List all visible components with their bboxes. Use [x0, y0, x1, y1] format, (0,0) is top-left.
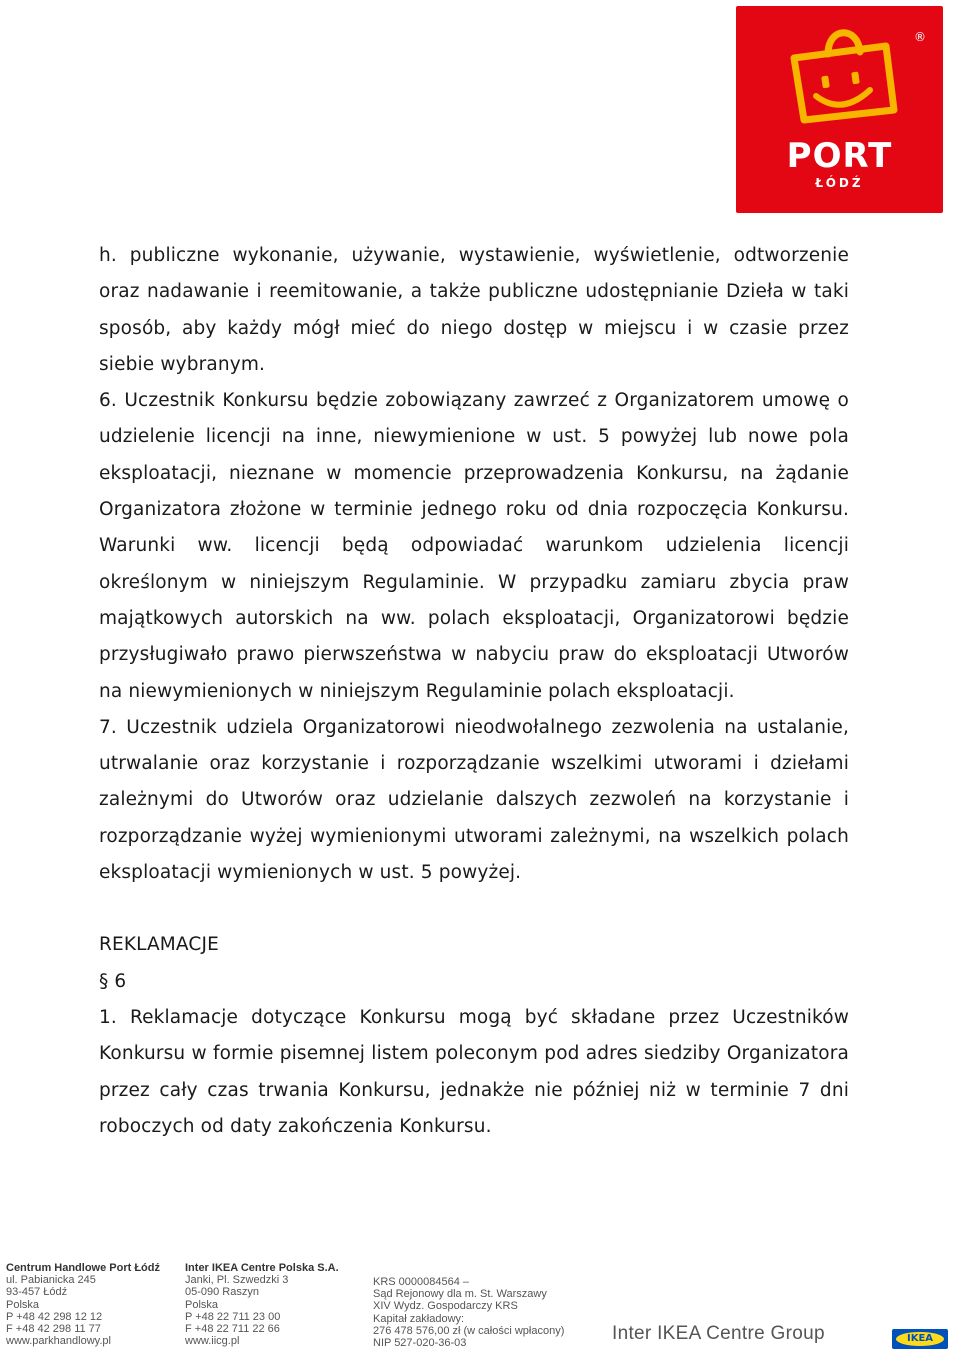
- footer: [6, 1262, 954, 1352]
- footer-postal: 93-457 Łódź: [6, 1286, 68, 1299]
- footer-court: Sąd Rejonowy dla m. St. Warszawy: [373, 1288, 547, 1301]
- section-number: § 6: [99, 970, 127, 992]
- paragraph-reklamacje-1: 1. Reklamacje dotyczące Konkursu mogą być składane przez Uczestników Konkursu w formie pisemnej listem poleconym pod adres siedziby Organizatora przez cały czas trwania Konkursu, jednakże nie później niż w terminie 7 dni roboczych od daty zakończenia Konkursu.: [99, 1006, 849, 1137]
- spacer: [99, 891, 849, 927]
- footer-company-name: Inter IKEA Centre Polska S.A.: [185, 1262, 339, 1274]
- footer-country: Polska: [185, 1298, 219, 1311]
- ikea-logo-text: IKEA: [906, 1333, 934, 1344]
- registered-mark: ®: [914, 30, 926, 44]
- ikea-logo: [892, 1329, 948, 1349]
- footer-col-registration: [373, 1276, 603, 1349]
- paragraph-7: 7. Uczestnik udziela Organizatorowi nieodwołalnego zezwolenia na ustalanie, utrwalanie oraz korzystanie i rozporządzanie wszelkimi utworami i dziełami zależnymi do Utworów oraz udzielanie dalszych zezwoleń na korzystanie i rozporządzanie wyżej wymienionymi utworami zależnymi, na wszelkich polach eksploatacji wymienionych w ust. 5 powyżej.: [99, 716, 849, 884]
- logo-brand-text: PORT: [786, 136, 893, 176]
- footer-col-inter-ikea: [185, 1262, 370, 1347]
- footer-fax: F +48 22 711 22 66: [185, 1323, 280, 1336]
- footer-court-dept: XIV Wydz. Gospodarczy KRS: [373, 1300, 518, 1313]
- footer-street: Janki, Pl. Szwedzki 3: [185, 1274, 289, 1287]
- document-body: [99, 238, 849, 1145]
- inter-ikea-centre-group-text: Inter IKEA Centre Group: [612, 1323, 825, 1344]
- footer-capital-label: Kapitał zakładowy:: [373, 1312, 465, 1325]
- paragraph-h: h. publiczne wykonanie, używanie, wystawienie, wyświetlenie, odtworzenie oraz nadawanie i reemitowanie, a także publiczne udostępnianie Dzieła w taki sposób, aby każdy mógł mieć do niego dostęp w miejscu i w czasie przez siebie wybranym.: [99, 245, 849, 375]
- footer-col-port-lodz: [6, 1262, 181, 1347]
- port-lodz-logo: [736, 6, 943, 213]
- footer-phone: P +48 42 298 12 12: [6, 1310, 103, 1323]
- footer-website-link[interactable]: www.iicg.pl: [185, 1335, 240, 1348]
- logo-city-text: ŁÓDŹ: [815, 176, 864, 190]
- footer-fax: F +48 42 298 11 77: [6, 1323, 101, 1336]
- paragraph-6: 6. Uczestnik Konkursu będzie zobowiązany zawrzeć z Organizatorem umowę o udzielenie licencji na inne, niewymienione w ust. 5 powyżej lub nowe pola eksploatacji, nieznane w momencie przeprowadzenia Konkursu, na żądanie Organizatora złożone w terminie jednego roku od dnia rozpoczęcia Konkursu. Warunki ww. licencji będą odpowiadać warunkom udzielenia licencji określonym w niniejszym Regulaminie. W przypadku zamiaru zbycia praw majątkowych autorskich na ww. polach eksploatacji, Organizatorowi będzie przysługiwało prawo pierwszeństwa w nabyciu praw do eksploatacji Utworów na niewymienionych w niniejszym Regulaminie polach eksploatacji.: [99, 390, 849, 702]
- section-title: REKLAMACJE: [99, 934, 219, 956]
- footer-country: Polska: [6, 1298, 40, 1311]
- footer-street: ul. Pabianicka 245: [6, 1274, 96, 1287]
- footer-postal: 05-090 Raszyn: [185, 1286, 259, 1299]
- footer-capital: 276 478 576,00 zł (w całości wpłacony): [373, 1324, 565, 1337]
- footer-krs: KRS 0000084564 –: [373, 1276, 470, 1288]
- footer-nip: NIP 527-020-36-03: [373, 1337, 467, 1350]
- footer-phone: P +48 22 711 23 00: [185, 1310, 281, 1323]
- footer-company-name: Centrum Handlowe Port Łódź: [6, 1262, 160, 1274]
- footer-website-link[interactable]: www.parkhandlowy.pl: [6, 1335, 111, 1348]
